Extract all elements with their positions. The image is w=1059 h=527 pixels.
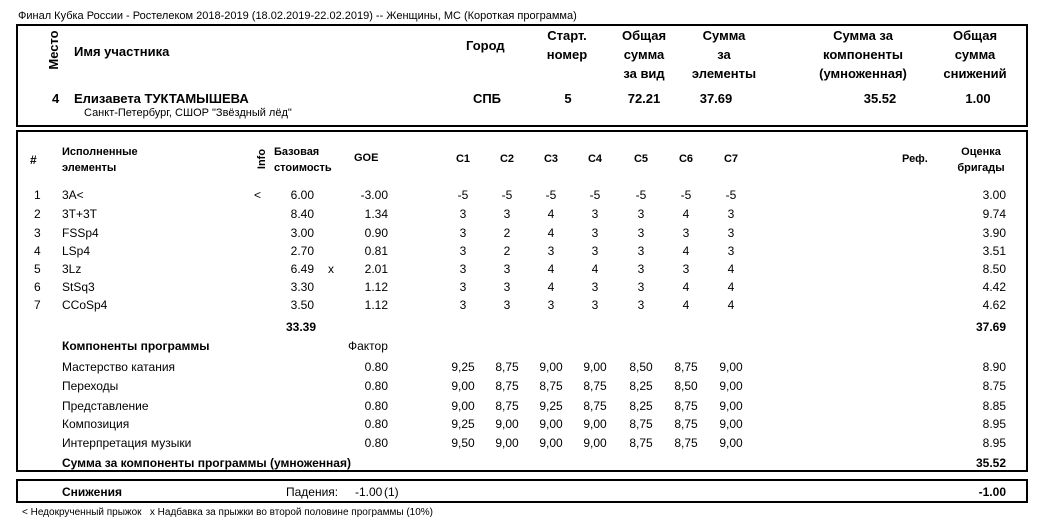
legend-footnote: < Недокрученный прыжок x Надбавка за прыжки во второй половине программы (10%) [22, 507, 433, 518]
element-judge-c6: 4 [682, 280, 690, 294]
judge-header-c1: C1 [455, 153, 471, 165]
component-judge-c7: 9,00 [719, 360, 743, 374]
deductions-label: Снижения [62, 485, 122, 499]
component-factor: 0.80 [364, 436, 388, 450]
element-judge-c6: 3 [682, 262, 690, 276]
element-code: CCoSp4 [62, 298, 108, 312]
element-goe: -3.00 [360, 188, 388, 202]
skater-start-no: 5 [564, 91, 572, 106]
start-header [536, 26, 598, 64]
info-header: Info [256, 148, 268, 170]
score-header [950, 144, 1012, 176]
judge-header-c6: C6 [678, 153, 694, 165]
element-judge-c2: 3 [503, 262, 511, 276]
component-judge-c2: 9,00 [495, 417, 519, 431]
deductions-header [934, 26, 1016, 83]
element-goe: 0.81 [364, 244, 388, 258]
page-title: Финал Кубка России - Ростелеком 2018-2019 (18.02.2019-22.02.2019) -- Женщины, МС (Короткая программа) [18, 10, 577, 22]
element-goe: 2.01 [364, 262, 388, 276]
component-judge-c7: 9,00 [719, 379, 743, 393]
element-base: 6.49 [290, 262, 314, 276]
element-info: < [254, 188, 262, 202]
component-judge-c4: 9,00 [583, 360, 607, 374]
element-num: 3 [34, 226, 41, 240]
component-judge-c2: 9,00 [495, 436, 519, 450]
elements-header [686, 26, 762, 83]
element-score: 3.90 [982, 226, 1006, 240]
falls-count: (1) [384, 485, 399, 499]
falls-value: -1.00 [355, 485, 383, 499]
component-score: 8.75 [982, 379, 1006, 393]
component-judge-c4: 9,00 [583, 417, 607, 431]
judge-header-c4: C4 [587, 153, 603, 165]
element-code: LSp4 [62, 244, 91, 258]
deductions-header-line3: снижений [943, 66, 1007, 81]
element-judge-c5: 3 [637, 298, 645, 312]
components-header-line1: Сумма за [833, 28, 893, 43]
element-score: 4.42 [982, 280, 1006, 294]
component-score: 8.90 [982, 360, 1006, 374]
element-judge-c2: 3 [503, 298, 511, 312]
num-header: # [30, 153, 37, 167]
deductions-header-line1: Общая [952, 28, 998, 43]
element-judge-c1: 3 [459, 207, 467, 221]
component-score: 8.85 [982, 399, 1006, 413]
element-goe: 1.12 [364, 280, 388, 294]
element-code: 3A< [62, 188, 84, 202]
element-header [62, 144, 138, 176]
component-factor: 0.80 [364, 379, 388, 393]
element-num: 4 [34, 244, 41, 258]
component-judge-c7: 9,00 [719, 399, 743, 413]
element-judge-c5: 3 [637, 280, 645, 294]
factor-label: Фактор [348, 339, 388, 353]
element-judge-c3: 3 [547, 298, 555, 312]
element-header-line2: элементы [62, 162, 117, 174]
element-score: 4.62 [982, 298, 1006, 312]
falls-label: Падения: [286, 485, 339, 499]
component-name: Представление [62, 399, 149, 413]
element-judge-c5: 3 [637, 207, 645, 221]
element-base: 3.30 [290, 280, 314, 294]
component-score: 8.95 [982, 417, 1006, 431]
component-factor: 0.80 [364, 417, 388, 431]
element-num: 6 [34, 280, 41, 294]
element-judge-c2: 3 [503, 280, 511, 294]
element-judge-c4: 4 [591, 262, 599, 276]
element-judge-c7: 3 [727, 226, 735, 240]
element-judge-c3: 4 [547, 207, 555, 221]
ref-header: Реф. [902, 153, 928, 165]
component-judge-c5: 8,75 [629, 417, 653, 431]
element-num: 1 [34, 188, 41, 202]
element-judge-c7: 3 [727, 207, 735, 221]
component-judge-c5: 8,25 [629, 399, 653, 413]
element-judge-c7: 4 [727, 280, 735, 294]
component-judge-c5: 8,25 [629, 379, 653, 393]
judge-header-c7: C7 [723, 153, 739, 165]
component-judge-c5: 8,75 [629, 436, 653, 450]
element-judge-c5: -5 [635, 188, 647, 202]
component-judge-c1: 9,00 [451, 379, 475, 393]
skater-deductions: 1.00 [965, 91, 991, 106]
element-score: 9.74 [982, 207, 1006, 221]
element-judge-c1: 3 [459, 244, 467, 258]
components-header-line3: (умноженная) [819, 66, 907, 81]
skater-city: СПБ [472, 91, 502, 106]
elements-header-line1: Сумма [702, 28, 746, 43]
element-judge-c7: 4 [727, 298, 735, 312]
skater-elements: 37.69 [699, 91, 733, 106]
component-judge-c6: 8,75 [674, 360, 698, 374]
deductions-total: -1.00 [978, 485, 1006, 499]
base-header-line1: Базовая [274, 146, 320, 158]
skater-club: Санкт-Петербург, СШОР "Звёздный лёд" [84, 107, 292, 119]
components-total: 35.52 [975, 456, 1006, 470]
components-header-line2: компоненты [823, 47, 903, 62]
element-header-line1: Исполненные [62, 146, 138, 158]
component-judge-c3: 9,00 [539, 436, 563, 450]
total-header-line3: за вид [623, 66, 665, 81]
component-judge-c1: 9,25 [451, 360, 475, 374]
element-judge-c6: 4 [682, 207, 690, 221]
component-judge-c2: 8,75 [495, 360, 519, 374]
element-judge-c6: 3 [682, 226, 690, 240]
place-header: Место [46, 30, 61, 70]
element-judge-c5: 3 [637, 262, 645, 276]
deductions-header-line2: сумма [954, 47, 996, 62]
component-judge-c4: 9,00 [583, 436, 607, 450]
component-judge-c3: 9,00 [539, 417, 563, 431]
total-header-line2: сумма [623, 47, 665, 62]
component-judge-c6: 8,50 [674, 379, 698, 393]
components-header [808, 26, 918, 83]
element-judge-c4: 3 [591, 207, 599, 221]
skater-components: 35.52 [863, 91, 897, 106]
element-code: StSq3 [62, 280, 95, 294]
element-judge-c2: -5 [501, 188, 513, 202]
start-header-line1: Старт. [547, 28, 587, 43]
skater-place: 4 [52, 91, 60, 106]
element-base: 2.70 [290, 244, 314, 258]
element-judge-c6: 4 [682, 244, 690, 258]
element-judge-c2: 2 [503, 244, 511, 258]
component-factor: 0.80 [364, 360, 388, 374]
element-judge-c7: 4 [727, 262, 735, 276]
goe-header: GOE [354, 152, 379, 164]
score-header-line2: бригады [957, 162, 1005, 174]
city-header: Город [466, 38, 505, 53]
base-total: 33.39 [285, 320, 316, 334]
element-judge-c4: 3 [591, 280, 599, 294]
element-judge-c3: 4 [547, 262, 555, 276]
component-name: Композиция [62, 417, 130, 431]
components-total-label: Сумма за компоненты программы (умноженная) [62, 456, 351, 470]
judge-header-c2: C2 [499, 153, 515, 165]
element-goe: 1.34 [364, 207, 388, 221]
skater-total: 72.21 [627, 91, 661, 106]
element-judge-c3: 3 [547, 244, 555, 258]
component-judge-c6: 8,75 [674, 417, 698, 431]
component-judge-c3: 8,75 [539, 379, 563, 393]
deductions-box [16, 479, 1028, 503]
component-judge-c4: 8,75 [583, 379, 607, 393]
judge-header-c3: C3 [543, 153, 559, 165]
element-base: 8.40 [290, 207, 314, 221]
component-judge-c6: 8,75 [674, 399, 698, 413]
element-judge-c1: -5 [457, 188, 469, 202]
score-header-line1: Оценка [961, 146, 1001, 158]
element-judge-c6: -5 [680, 188, 692, 202]
total-header-line1: Общая [621, 28, 667, 43]
element-goe: 1.12 [364, 298, 388, 312]
element-base: 6.00 [290, 188, 314, 202]
element-judge-c3: 4 [547, 280, 555, 294]
element-judge-c3: 4 [547, 226, 555, 240]
component-judge-c1: 9,50 [451, 436, 475, 450]
element-score: 3.00 [982, 188, 1006, 202]
base-header-line2: стоимость [274, 162, 332, 174]
component-judge-c3: 9,00 [539, 360, 563, 374]
component-judge-c6: 8,75 [674, 436, 698, 450]
components-label: Компоненты программы [62, 339, 210, 353]
component-factor: 0.80 [364, 399, 388, 413]
element-base: 3.50 [290, 298, 314, 312]
element-num: 2 [34, 207, 41, 221]
start-header-line2: номер [546, 47, 588, 62]
component-judge-c2: 8,75 [495, 399, 519, 413]
elements-header-line2: за [717, 47, 731, 62]
component-judge-c7: 9,00 [719, 417, 743, 431]
element-judge-c5: 3 [637, 226, 645, 240]
element-judge-c1: 3 [459, 262, 467, 276]
component-judge-c1: 9,25 [451, 417, 475, 431]
component-judge-c5: 8,50 [629, 360, 653, 374]
judge-header-c5: C5 [633, 153, 649, 165]
component-judge-c7: 9,00 [719, 436, 743, 450]
component-name: Интерпретация музыки [62, 436, 192, 450]
element-code: FSSp4 [62, 226, 99, 240]
element-bonus: x [328, 262, 334, 276]
element-judge-c4: 3 [591, 226, 599, 240]
element-judge-c5: 3 [637, 244, 645, 258]
element-judge-c4: 3 [591, 298, 599, 312]
element-code: 3Lz [62, 262, 82, 276]
skater-name: Елизавета ТУКТАМЫШЕВА [74, 91, 249, 106]
element-goe: 0.90 [364, 226, 388, 240]
element-judge-c7: -5 [725, 188, 737, 202]
element-score: 3.51 [982, 244, 1006, 258]
element-base: 3.00 [290, 226, 314, 240]
component-name: Переходы [62, 379, 119, 393]
element-judge-c1: 3 [459, 226, 467, 240]
component-name: Мастерство катания [62, 360, 176, 374]
element-judge-c2: 2 [503, 226, 511, 240]
element-judge-c4: -5 [589, 188, 601, 202]
elements-header-line3: элементы [691, 66, 757, 81]
element-num: 5 [34, 262, 41, 276]
element-judge-c1: 3 [459, 298, 467, 312]
score-total: 37.69 [975, 320, 1006, 334]
total-header [612, 26, 676, 83]
base-header [274, 144, 332, 176]
component-judge-c2: 8,75 [495, 379, 519, 393]
element-judge-c3: -5 [545, 188, 557, 202]
element-judge-c6: 4 [682, 298, 690, 312]
component-score: 8.95 [982, 436, 1006, 450]
element-judge-c7: 3 [727, 244, 735, 258]
component-judge-c4: 8,75 [583, 399, 607, 413]
component-judge-c3: 9,25 [539, 399, 563, 413]
element-judge-c1: 3 [459, 280, 467, 294]
element-score: 8.50 [982, 262, 1006, 276]
element-judge-c2: 3 [503, 207, 511, 221]
component-judge-c1: 9,00 [451, 399, 475, 413]
element-judge-c4: 3 [591, 244, 599, 258]
element-code: 3T+3T [62, 207, 98, 221]
element-num: 7 [34, 298, 41, 312]
name-header: Имя участника [74, 44, 170, 59]
